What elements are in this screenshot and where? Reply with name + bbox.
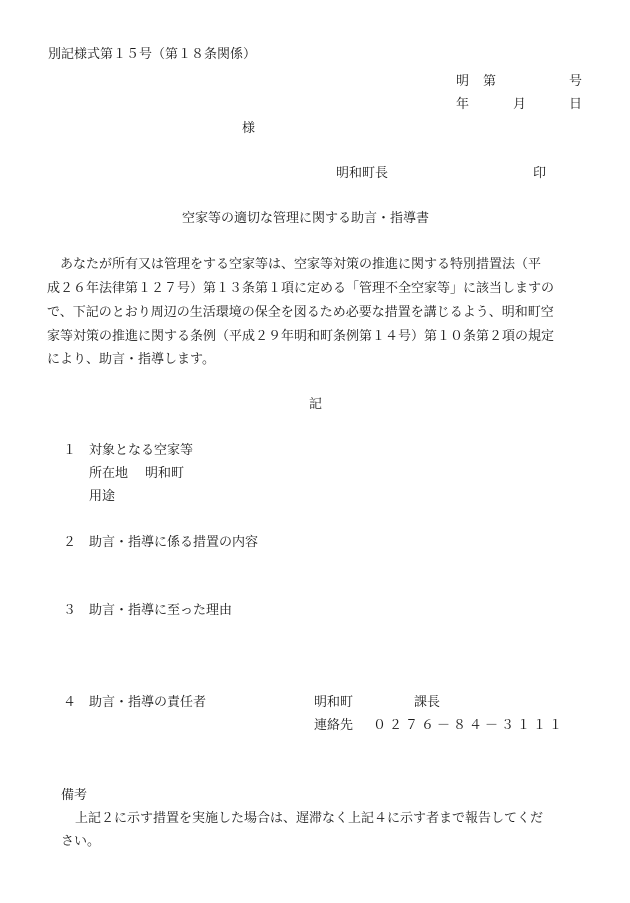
item-4-number: ４ <box>63 695 77 710</box>
item-4-label: 助言・指導の責任者 <box>89 695 207 710</box>
intro-line-5: により、助言・指導します。 <box>47 352 215 367</box>
document-title: 空家等の適切な管理に関する助言・指導書 <box>182 211 430 226</box>
ki-label: 記 <box>309 397 323 412</box>
remarks-line-2: さい。 <box>61 834 101 849</box>
doc-number-middle: 第 <box>483 74 497 89</box>
item-4-contact-value: ０２７６－８４－３１１１ <box>373 718 566 733</box>
intro-line-1: あなたが所有又は管理をする空家等は、空家等対策の推進に関する特別措置法（平 <box>60 257 542 272</box>
item-1-location-label: 所在地 <box>89 466 129 481</box>
item-4-contact-label: 連絡先 <box>314 718 354 733</box>
date-year: 年 <box>456 97 470 112</box>
item-4-dept-suffix: 課長 <box>414 695 441 710</box>
remarks-line-1: 上記２に示す措置を実施した場合は、遅滞なく上記４に示す者まで報告してくだ <box>75 811 544 826</box>
remarks-heading: 備考 <box>61 788 88 803</box>
item-1-label: 対象となる空家等 <box>89 443 194 458</box>
date-day: 日 <box>569 97 583 112</box>
item-2-label: 助言・指導に係る措置の内容 <box>89 535 259 550</box>
intro-line-3: で、下記のとおり周辺の生活環境の保全を図るため必要な措置を講じるよう、明和町空 <box>47 305 554 320</box>
item-3-label: 助言・指導に至った理由 <box>89 603 233 618</box>
doc-number-prefix: 明 <box>456 74 470 89</box>
issuer: 明和町長 <box>336 166 389 181</box>
doc-number-suffix: 号 <box>569 74 583 89</box>
form-number: 別記様式第１５号（第１８条関係） <box>48 47 257 62</box>
item-3-number: ３ <box>63 603 77 618</box>
item-1-number: １ <box>63 443 77 458</box>
intro-line-4: 家等対策の推進に関する条例（平成２９年明和町条例第１４号）第１０条第２項の規定 <box>47 329 555 344</box>
recipient-suffix: 様 <box>242 121 256 136</box>
item-1-use-label: 用途 <box>89 489 116 504</box>
item-2-number: ２ <box>63 535 77 550</box>
item-4-dept-prefix: 明和町 <box>314 695 354 710</box>
intro-line-2: 成２６年法律第１２７号）第１３条第１項に定める「管理不全空家等」に該当しますの <box>47 281 555 296</box>
item-1-location-value: 明和町 <box>145 466 185 481</box>
seal-mark: 印 <box>533 166 547 181</box>
date-month: 月 <box>513 97 527 112</box>
